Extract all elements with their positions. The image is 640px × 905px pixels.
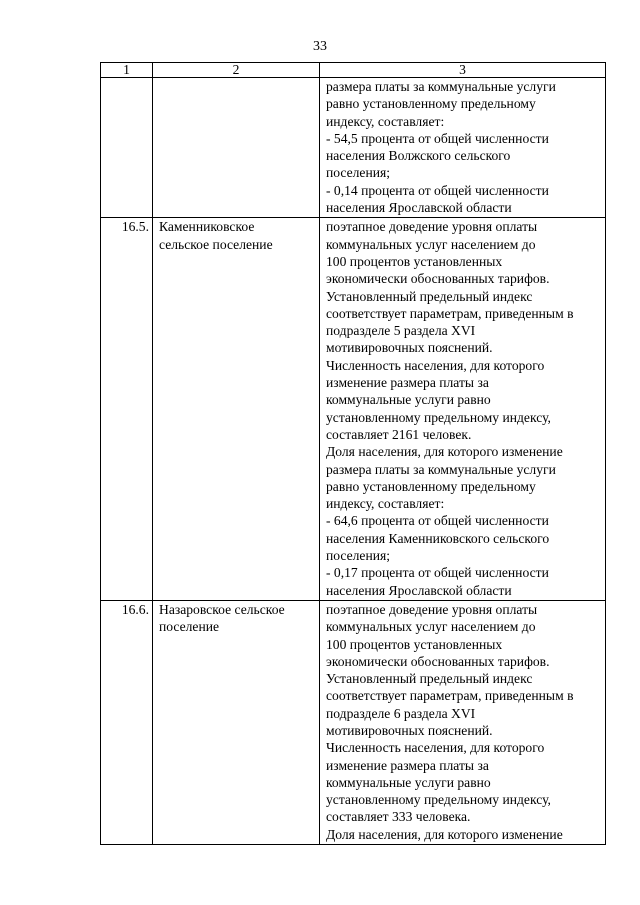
row-number-cell: 16.5. [101,218,153,601]
description-line: - 54,5 процента от общей численности [326,130,549,146]
settlement-name-cell [153,218,320,601]
description-line: размера платы за коммунальные услуги [326,79,556,94]
data-table [100,62,606,845]
table-header-row [101,63,606,78]
description-cell [320,600,606,844]
description-line: коммунальных услуг населением до [326,236,536,252]
table-row [101,600,606,844]
description-line: экономически обоснованных тарифов. [326,271,550,287]
settlement-name-line: Назаровское сельское [159,601,285,617]
table-body [101,78,606,845]
description-line: - 0,14 процента от общей численности [326,182,549,198]
description-line: соответствует параметрам, приведенным в [326,688,574,704]
description-cell [320,218,606,601]
description-line: составляет 2161 человек. [326,426,472,442]
description-line: установленному предельному индексу, [326,792,551,808]
description-line: населения Ярославской области [326,200,512,216]
description-line: составляет 333 человека. [326,809,471,825]
description-line: изменение размера платы за [326,375,489,391]
description-line: населения Каменниковского сельского [326,530,550,546]
description-line: подразделе 5 раздела XVI [326,323,476,339]
description-line: размера платы за коммунальные услуги [326,461,556,477]
description-line: - 0,17 процента от общей численности [326,565,549,581]
description-line: установленному предельному индексу, [326,409,551,425]
description-line: подразделе 6 раздела XVI [326,705,476,721]
table-row [101,218,606,601]
table-row [101,78,606,218]
description-line: поселения; [326,165,391,181]
row-number-cell: 16.6. [101,600,153,844]
column-header: 1 [101,63,153,78]
description-line: изменение размера платы за [326,757,489,773]
description-line: 100 процентов установленных [326,636,503,652]
settlement-name-line: поселение [159,619,220,635]
settlement-name-line: Каменниковское [159,219,255,235]
description-line: индексу, составляет: [326,496,445,512]
description-line: поселения; [326,548,391,564]
description-line: мотивировочных пояснений. [326,722,493,738]
description-line: населения Ярославской области [326,582,512,598]
description-line: 100 процентов установленных [326,253,503,269]
description-cell [320,78,606,218]
description-line: равно установленному предельному [326,96,536,112]
description-line: Установленный предельный индекс [326,671,533,687]
description-line: Доля населения, для которого изменение [326,826,563,842]
description-line: экономически обоснованных тарифов. [326,653,550,669]
description-line: коммунальных услуг населением до [326,619,536,635]
description-line: - 64,6 процента от общей численности [326,513,549,529]
description-line: соответствует параметрам, приведенным в [326,305,574,321]
description-line: коммунальные услуги равно [326,392,491,408]
settlement-name-cell [153,600,320,844]
page-number: 33 [313,39,327,54]
description-line: Численность населения, для которого [326,740,545,756]
settlement-name-line: сельское поселение [159,236,273,252]
description-line: Установленный предельный индекс [326,288,533,304]
column-header: 3 [320,63,606,78]
row-number-cell [101,78,153,218]
description-line: мотивировочных пояснений. [326,340,493,356]
settlement-name-cell [153,78,320,218]
column-header: 2 [153,63,320,78]
description-line: коммунальные услуги равно [326,774,491,790]
description-line: поэтапное доведение уровня оплаты [326,219,538,235]
description-line: Доля населения, для которого изменение [326,444,563,460]
description-line: населения Волжского сельского [326,148,511,164]
description-line: равно установленному предельному [326,478,536,494]
description-line: Численность населения, для которого [326,357,545,373]
description-line: индексу, составляет: [326,113,445,129]
description-line: поэтапное доведение уровня оплаты [326,601,538,617]
